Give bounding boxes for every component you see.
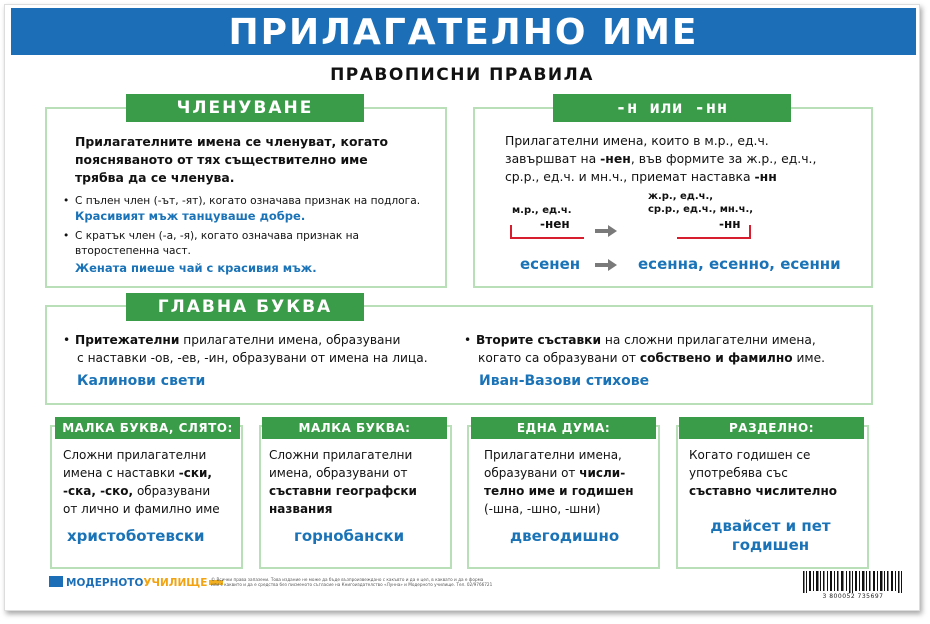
box3-text: Прилагателни имена, образувани от числи- телно име и годишен (-шна, -шно, -шни) [484,448,634,516]
box2-text: Сложни прилагателни имена, образувани от съставни географски названия [269,448,417,516]
poster [4,4,920,611]
copyright-note: © Всички права запазени. Това издание не може да бъде възпроизвеждано с какъвто и да е цел, в каквато и да е форма или с каквито и да е средства без писменото съгласие на Книгоиздателство «Лунна» и Модерното училище. Тел. 02/9766721 [211,577,493,587]
barcode-number: 3 800052 735697 [822,593,884,600]
box1-text: Сложни прилагателни имена с наставки -ски, -ска, -ско, образувани от лично и фамилно име [63,448,220,516]
box4-example: двайсет и пет годишен [710,517,831,554]
box3-header: ЕДНА ДУМА: [471,417,656,439]
box2-example: горнобански [294,527,405,545]
n-nn-header: -н или -нн [553,94,791,122]
clenuvane-bullet-2: • С кратък член (-а, -я), когато означава признак на второстепенна част. Жената пиеше чай с красивия мъж. [63,229,438,276]
page-title: ПРИЛАГАТЕЛНО ИМЕ [11,8,916,55]
arrow-right-icon [595,225,617,237]
example-esenna: есенна, есенно, есенни [638,255,841,273]
box1-header: МАЛКА БУКВА, СЛЯТО: [55,417,240,439]
clenuvane-intro: Прилагателните имена се членуват, когато поясняваното от тях съществително име трябва да се членува. [75,134,388,185]
arrow-right-icon [595,259,617,271]
glavna-left-example: Калинови свети [77,373,206,389]
clenuvane-header: ЧЛЕНУВАНЕ [126,94,364,122]
red-bracket-right [677,225,751,239]
label-fem-neut: ж.р., ед.ч., ср.р., ед.ч., мн.ч., [648,191,754,215]
clenuvane-bullet-1: • С пълен член (-ът, -ят), когато означава признак на подлога. Красивият мъж танцуваше добре. [63,194,438,224]
barcode-icon [803,571,903,593]
red-bracket-left [510,225,584,239]
suffix-nen: -нен [540,217,570,231]
box2-header: МАЛКА БУКВА: [262,417,447,439]
box4-text: Когато годишен се употребява със съставно числително [689,448,837,498]
clenuvane-example-1: Красивият мъж танцуваше добре. [75,209,306,223]
label-masc: м.р., ед.ч. [512,205,572,216]
box4-header: РАЗДЕЛНО: [679,417,864,439]
glavna-left-rule: • Притежателни прилагателни имена, образувани с наставки -ов, -ев, -ин, образувани от имена на лица. [63,333,428,365]
clenuvane-example-2: Жената пиеше чай с красивия мъж. [75,261,317,275]
n-nn-rule: Прилагателни имена, които в м.р., ед.ч. завършват на -нен, във формите за ж.р., ед.ч., ср.р., ед.ч. и мн.ч., приемат наставка -нн [505,133,817,184]
logo-mark-icon [49,576,63,587]
glavna-right-example: Иван-Вазови стихове [479,373,650,389]
glavna-header: ГЛАВНА БУКВА [126,293,364,321]
glavna-right-rule: • Вторите съставки на сложни прилагателни имена, когато са образувани от собствено и фамилно име. [464,333,825,365]
publisher-logo: МОДЕРНОТОУЧИЛИЩЕ [49,576,223,589]
suffix-nn: -нн [719,217,741,231]
example-esenen: есенен [520,255,581,273]
box1-example: христоботевски [67,527,205,545]
box3-example: двегодишно [510,527,620,545]
page-subtitle: ПРАВОПИСНИ ПРАВИЛА [330,65,594,85]
